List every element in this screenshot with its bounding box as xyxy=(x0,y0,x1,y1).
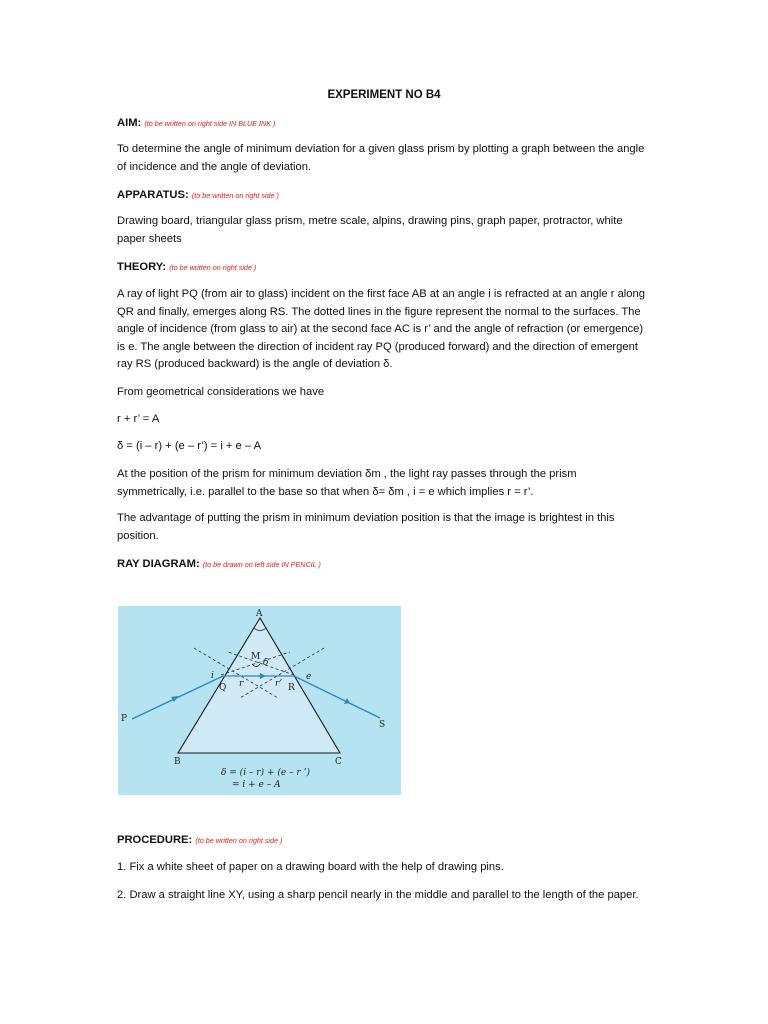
aim-text: To determine the angle of minimum deviation for a given glass prism by plotting a graph between the angle of incidence and the angle of deviation. xyxy=(117,143,645,173)
label-r: r xyxy=(239,679,244,689)
procedure-heading: PROCEDURE xyxy=(117,834,189,846)
theory-paragraph-4: The advantage of putting the prism in minimum deviation position is that the image is brightest in this position. xyxy=(117,512,615,542)
formula-line-2: = i + e – A xyxy=(232,780,281,790)
label-a: A xyxy=(256,609,263,619)
label-b: B xyxy=(174,757,181,767)
prism-ray-diagram xyxy=(118,606,401,795)
aim-heading-line: AIM: (to be written on right side IN BLUE INK ) xyxy=(117,117,276,129)
equation-2: δ = (i – r) + (e – r’) = i + e – A xyxy=(117,440,262,452)
aim-heading: AIM xyxy=(117,117,138,129)
label-r-prime: r’ xyxy=(275,679,283,689)
theory-paragraph-2: From geometrical considerations we have xyxy=(117,386,325,398)
theory-paragraph-3: At the position of the prism for minimum deviation δm , the light ray passes through the prism symmetrically, i.e. parallel to the base so that when δ= δm , i = e which implies r = r’. xyxy=(117,468,577,498)
theory-note: (to be written on right side ) xyxy=(169,263,257,272)
incident-arrow xyxy=(171,696,178,702)
ray-diagram-heading: RAY DIAGRAM: xyxy=(117,558,200,570)
label-p: P xyxy=(121,714,128,724)
page-title: EXPERIMENT NO B4 xyxy=(327,89,441,101)
theory-paragraph-1: A ray of light PQ (from air to glass) incident on the first face AB at an angle i is refracted at an angle r along QR and finally, emerges along RS. The dotted lines in the figure represent the normal to the surfaces. The angle of incidence (from glass to air) at the second face AC is r’ and the angle of refraction (or emergence) is e. The angle between the direction of incident ray PQ (produced forward) and the direction of emergent ray RS (produced backward) is the angle of deviation δ. xyxy=(117,288,645,370)
apparatus-heading-line: APPARATUS: (to be written on right side ) xyxy=(117,189,279,201)
apparatus-text: Drawing board, triangular glass prism, metre scale, alpins, drawing pins, graph paper, protractor, white paper sheets xyxy=(117,215,623,245)
theory-heading: THEORY xyxy=(117,261,163,273)
label-delta: δ xyxy=(263,658,269,668)
apparatus-note: (to be written on right side ) xyxy=(191,191,279,200)
ray-diagram-heading-line xyxy=(117,556,647,574)
label-s: S xyxy=(379,720,386,730)
formula-line-1: δ = (i – r) + (e – r ’) xyxy=(221,768,310,778)
theory-heading-line: THEORY: (to be written on right side ) xyxy=(117,261,257,273)
procedure-step-2: 2. Draw a straight line XY, using a sharp pencil nearly in the middle and parallel to the length of the paper. xyxy=(117,889,639,901)
label-q: Q xyxy=(219,683,227,693)
procedure-note: (to be written on right side ) xyxy=(195,836,283,845)
procedure-step-1: 1. Fix a white sheet of paper on a drawing board with the help of drawing pins. xyxy=(117,861,504,873)
label-c: C xyxy=(335,757,342,767)
label-r-point: R xyxy=(288,683,295,693)
equation-1: r + r’ = A xyxy=(117,413,160,425)
aim-note: (to be written on right side IN BLUE INK ) xyxy=(144,119,276,128)
apparatus-heading: APPARATUS xyxy=(117,189,185,201)
label-e: e xyxy=(306,672,312,682)
label-i: i xyxy=(211,671,214,681)
procedure-heading-line: PROCEDURE: (to be written on right side ) xyxy=(117,834,283,846)
ray-diagram-note: (to be drawn on left side IN PENCIL ) xyxy=(202,560,321,569)
label-m: M xyxy=(251,652,261,662)
